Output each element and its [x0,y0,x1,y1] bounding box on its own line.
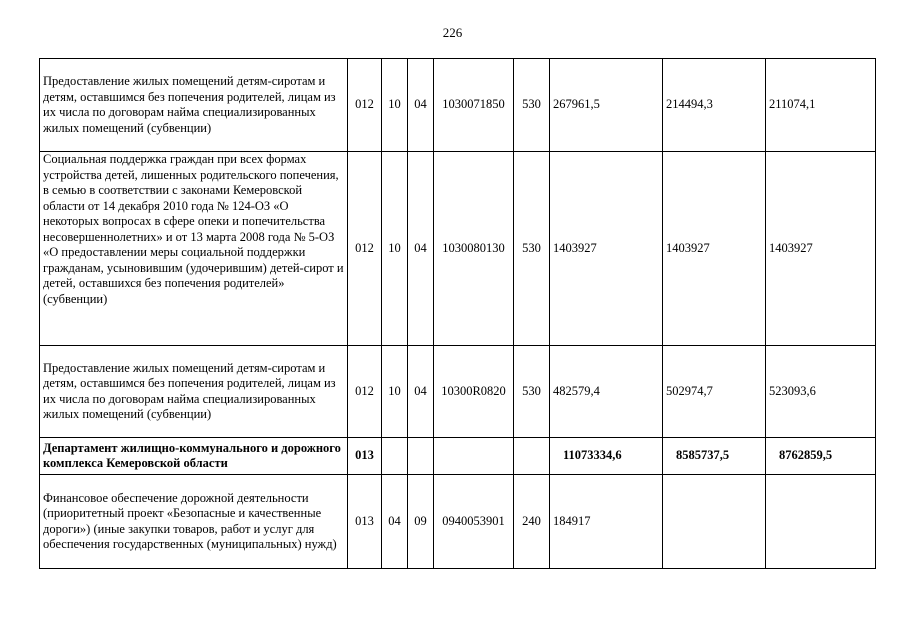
table-row [40,152,876,346]
amount-year-2: 8585737,5 [663,438,766,475]
ministry-code: 013 [348,438,382,475]
amount-year-3: 1403927 [766,152,876,346]
amount-year-3: 523093,6 [766,346,876,438]
amount-year-2: 502974,7 [663,346,766,438]
amount-year-3: 8762859,5 [766,438,876,475]
subsection-code: 09 [408,475,434,569]
subsection-code: 04 [408,59,434,152]
amount-year-1: 11073334,6 [550,438,663,475]
page-number: 226 [442,25,463,40]
amount-year-1: 267961,5 [550,59,663,152]
ministry-code: 013 [348,475,382,569]
section-code: 04 [382,475,408,569]
target-code [434,438,514,475]
subsection-code: 04 [408,152,434,346]
amount-year-2: 1403927 [663,152,766,346]
table-row [40,59,876,152]
expense-type-code: 240 [514,475,550,569]
table-row [40,475,876,569]
row-description: Предоставление жилых помещений детям-сиротам и детям, оставшимся без попечения родителей, лицам из их числа по договорам найма специализированных жилых помещений (субвенции) [40,59,348,152]
row-description: Предоставление жилых помещений детям-сиротам и детям, оставшимся без попечения родителей, лицам из их числа по договорам найма специализированных жилых помещений (субвенции) [40,346,348,438]
target-code: 1030071850 [434,59,514,152]
target-code: 10300R0820 [434,346,514,438]
row-description: Финансовое обеспечение дорожной деятельности (приоритетный проект «Безопасные и качественные дороги») (иные закупки товаров, работ и услуг для обеспечения государственных (муниципальных) нужд) [40,475,348,569]
amount-year-2 [663,475,766,569]
section-code: 10 [382,152,408,346]
ministry-code: 012 [348,59,382,152]
ministry-code: 012 [348,152,382,346]
table-row [40,346,876,438]
ministry-code: 012 [348,346,382,438]
amount-year-3 [766,475,876,569]
section-code [382,438,408,475]
subsection-code [408,438,434,475]
budget-table [39,58,876,569]
target-code: 1030080130 [434,152,514,346]
expense-type-code: 530 [514,152,550,346]
expense-type-code: 530 [514,346,550,438]
amount-year-1: 482579,4 [550,346,663,438]
table-row [40,438,876,475]
expense-type-code: 530 [514,59,550,152]
section-code: 10 [382,59,408,152]
target-code: 0940053901 [434,475,514,569]
amount-year-1: 1403927 [550,152,663,346]
expense-type-code [514,438,550,475]
amount-year-2: 214494,3 [663,59,766,152]
amount-year-3: 211074,1 [766,59,876,152]
subsection-code: 04 [408,346,434,438]
department-name: Департамент жилищно-коммунального и дорожного комплекса Кемеровской области [40,438,348,475]
amount-year-1: 184917 [550,475,663,569]
row-description: Социальная поддержка граждан при всех формах устройства детей, лишенных родительского попечения, в семью в соответствии с законами Кемеровской области от 14 декабря 2010 года № 124-ОЗ «О некоторых вопросах в сфере опеки и попечительства несовершеннолетних» и от 13 марта 2008 года № 5-ОЗ «О предоставлении меры социальной поддержки гражданам, усыновившим (удочерившим) детей-сирот и детей, оставшихся без попечения родителей» (субвенции) [40,152,348,346]
section-code: 10 [382,346,408,438]
